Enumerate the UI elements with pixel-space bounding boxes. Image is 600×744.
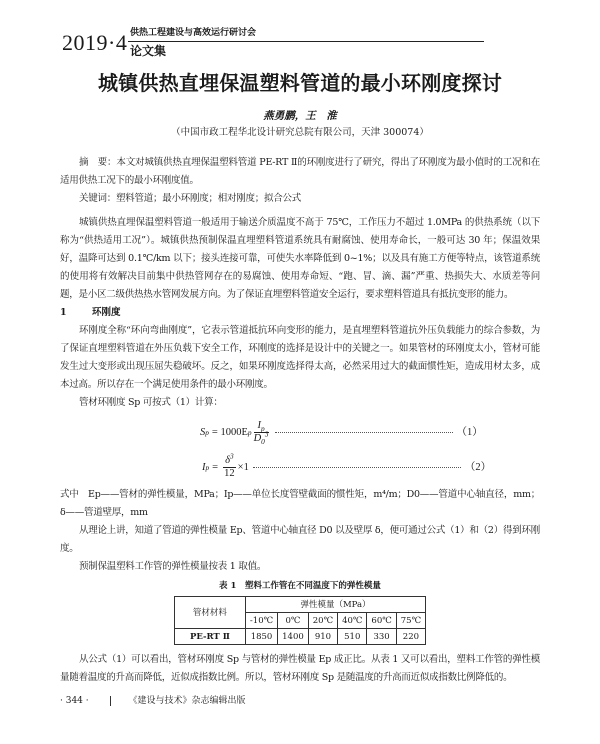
conference-name: 供热工程建设与高效运行研讨会: [130, 28, 257, 38]
section-number: 1: [60, 307, 67, 318]
section-title: 环刚度: [91, 307, 121, 318]
collection-label: 论文集: [130, 44, 167, 58]
column-header: 40℃: [338, 613, 367, 629]
table-caption: 表 1 塑料工作管在不同温度下的弹性模量: [219, 581, 381, 591]
affiliation: （中国市政工程华北设计研究总院有限公司，天津 300074）: [171, 127, 429, 138]
value-cell: 220: [396, 629, 425, 645]
page-footer: [0, 687, 600, 711]
value-cell: 510: [338, 629, 367, 645]
masthead: [0, 0, 600, 62]
abstract-label: 摘 要：: [79, 157, 117, 168]
row-header: 管材材料: [174, 597, 245, 629]
column-header: 75℃: [396, 613, 425, 629]
section-paragraph-5: 从公式（1）可以看出，管材环刚度 Sp 与管材的弹性模量 Ep 成正比。从表 1 又可以看出，塑料工作管的弹性模量随着温度的升高而降低，近似成指数比例。所以，管材环刚度 Sp 是随温度的升高而近似成指数比例降低的。: [60, 654, 540, 683]
equation-1: S p = 1000E p $\frac{I_p}{D_0^3}$ （1）: [200, 420, 483, 447]
authors: 燕勇鹏，王 淮: [263, 110, 337, 122]
abstract: [60, 154, 540, 190]
column-header: 60℃: [367, 613, 396, 629]
section-paragraph-2: 管材环刚度 Sp 可按式（1）计算：: [79, 397, 223, 408]
column-header: 0℃: [278, 613, 309, 629]
value-cell: 330: [367, 629, 396, 645]
section-heading: [60, 304, 540, 322]
keywords-label: 关键词：: [79, 193, 117, 204]
column-header: 20℃: [308, 613, 337, 629]
value-cell: 1850: [245, 629, 277, 645]
value-cell: 1400: [278, 629, 309, 645]
section-paragraph-3: 从理论上讲，知道了管道的弹性模量 Ep、管道中心轴直径 D0 以及壁厚 δ，便可通过公式（1）和（2）得到环刚度。: [60, 525, 540, 554]
year-issue: 2019·4: [62, 30, 128, 55]
article-body: [0, 70, 600, 687]
keywords: [60, 190, 540, 208]
keywords-text: 塑料管道；最小环刚度；相对刚度；拟合公式: [116, 193, 302, 204]
value-cell: 910: [308, 629, 337, 645]
footer-running-text: 《建设与技术》杂志编辑出版: [110, 696, 246, 706]
section-paragraph-4: 预制保温塑料工作管的弹性模量按表 1 取值。: [79, 561, 267, 572]
where-definitions: 式中 Ep——管材的弹性模量，MPa；Ip——单位长度管壁截面的惯性矩，m⁴/m；D0——管道中心轴直径，mm；δ——管道壁厚，mm: [60, 489, 540, 518]
equation-2: I p = $\frac{\delta^3}{12}$ ×1 （2）: [202, 451, 492, 479]
column-header: -10℃: [245, 613, 277, 629]
table-row: [174, 629, 425, 645]
paper-title: 城镇供热直埋保温塑料管道的最小环刚度探讨: [98, 71, 502, 95]
header-rule: [128, 41, 484, 42]
abstract-text: 本文对城镇供热直埋保温塑料管道 PE-RT Ⅱ的环刚度进行了研究，得出了环刚度为最小值时的工况和在适用供热工况下的最小环刚度值。: [60, 157, 540, 186]
intro-paragraph: 城镇供热直埋保温塑料管道一般适用于输送介质温度不高于 75℃，工作压力不超过 1.0MPa 的供热系统（以下称为“供热适用工况”）。城镇供热预制保温直埋塑料管道系统具有耐腐蚀、使用寿命长，一般可达 30 年；保温效果好，温降可达到 0.1℃/km 以下；接头连接可靠，可使失水率降低到 0~1%；以及具有施工方便等特点，该管道系统的使用将有效解决目前集中供热管网存在的易腐蚀、使用寿命短、“跑、冒、滴、漏”严重、热损失大、水质差等问题，是小区二级供热热水管网发展方向。为了保证直埋塑料管道安全运行，要求塑料管道具有抵抗变形的能力。: [60, 217, 540, 300]
page-number: · 344 ·: [60, 696, 89, 706]
group-header: 弹性模量（MPa）: [245, 597, 425, 613]
section-paragraph-1: 环刚度全称“环向弯曲刚度”，它表示管道抵抗环向变形的能力，是直埋塑料管道抗外压负载能力的综合参数，为了保证直埋塑料管道在外压负载下安全工作，环刚度的选择是设计中的关键之一。如果管材的环刚度太小，管材可能发生过大变形或出现压屈失稳破坏。反之，如果环刚度选择得太高，必然采用过大的截面惯性矩，造成用材太多，成本过高。所以存在一个满足使用条件的最小环刚度。: [60, 325, 540, 390]
material-cell: PE-RT Ⅱ: [174, 629, 245, 645]
elastic-modulus-table: [174, 596, 426, 645]
